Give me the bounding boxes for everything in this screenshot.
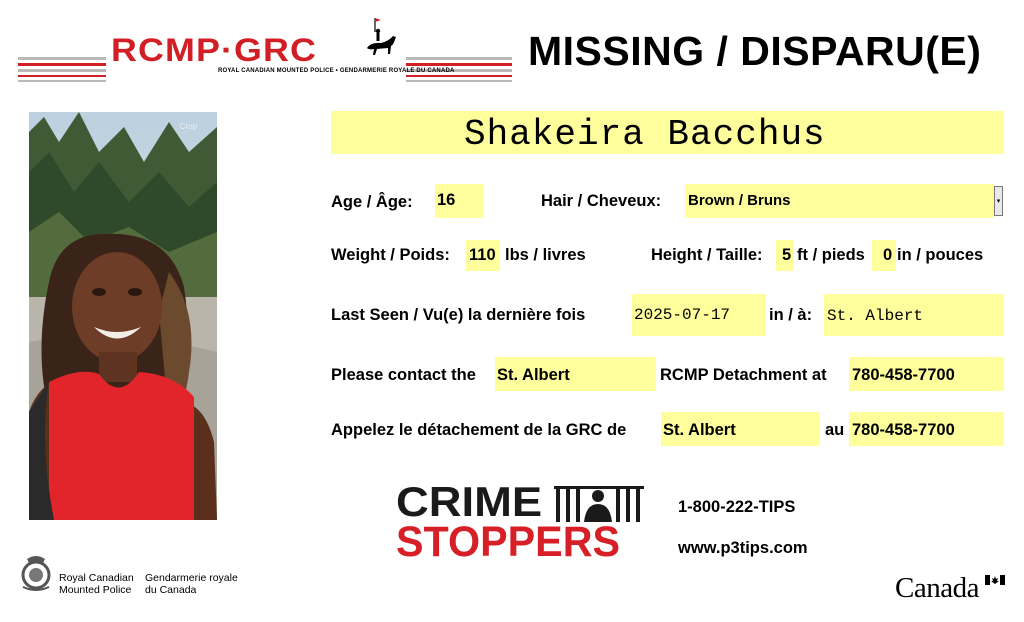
contact-fr-middle: au xyxy=(825,421,845,439)
page-title: MISSING / DISPARU(E) xyxy=(528,28,982,74)
contact-fr-prefix: Appelez le détachement de la GRC de xyxy=(331,421,627,439)
contact-en-middle: RCMP Detachment at xyxy=(660,366,827,384)
logo-subtitle: ROYAL CANADIAN MOUNTED POLICE • GENDARMERIE ROYALE DU CANADA xyxy=(218,68,455,74)
mounted-rider-icon xyxy=(363,18,399,62)
weight-label: Weight / Poids: xyxy=(331,246,450,264)
contact-en-phone: 780-458-7700 xyxy=(852,366,955,384)
logo-text: RCMP·GRC xyxy=(111,32,318,68)
crop-label: Crop xyxy=(179,122,197,131)
hair-label: Hair / Cheveux: xyxy=(541,192,662,210)
contact-fr-detachment: St. Albert xyxy=(663,421,736,439)
rcmp-footer-fr xyxy=(145,572,238,596)
in-label: in / à: xyxy=(769,306,813,324)
rcmp-grc-logo xyxy=(18,30,512,82)
weight-unit: lbs / livres xyxy=(505,246,586,264)
age-label: Age / Âge: xyxy=(331,193,413,211)
canada-flag-icon xyxy=(985,575,1005,585)
missing-person-photo xyxy=(29,112,217,520)
weight-value: 110 xyxy=(469,246,496,264)
jail-bars-icon xyxy=(554,486,646,522)
crime-stoppers-logo xyxy=(396,478,648,566)
canada-wordmark: Canada xyxy=(895,572,979,604)
hair-value: Brown / Bruns xyxy=(688,192,791,209)
rcmp-en-line1: Royal Canadian xyxy=(59,572,134,584)
contact-fr-phone: 780-458-7700 xyxy=(852,421,955,439)
last-seen-label: Last Seen / Vu(e) la dernière fois xyxy=(331,306,586,324)
person-name: Shakeira Bacchus xyxy=(464,114,826,155)
hair-dropdown-arrow[interactable]: ▾ xyxy=(994,186,1003,216)
crime-stoppers-word2: STOPPERS xyxy=(396,518,621,566)
contact-en-detachment: St. Albert xyxy=(497,366,570,384)
crime-stoppers-website: www.p3tips.com xyxy=(678,539,808,557)
rcmp-fr-line1: Gendarmerie royale xyxy=(145,572,238,584)
crime-stoppers-phone: 1-800-222-TIPS xyxy=(678,498,796,516)
rcmp-crest-icon xyxy=(19,553,53,593)
rcmp-en-line2: Mounted Police xyxy=(59,584,132,596)
contact-en-prefix: Please contact the xyxy=(331,366,476,384)
last-seen-place: St. Albert xyxy=(827,307,924,325)
height-label: Height / Taille: xyxy=(651,246,763,264)
last-seen-date: 2025-07-17 xyxy=(634,306,731,324)
height-ft-value: 5 xyxy=(782,246,792,264)
age-value: 16 xyxy=(437,191,456,209)
height-ft-unit: ft / pieds xyxy=(797,246,865,264)
crime-stoppers-word1: CRIME xyxy=(396,478,543,525)
height-in-value: 0 xyxy=(883,246,893,264)
height-in-unit: in / pouces xyxy=(897,246,984,264)
rcmp-fr-line2: du Canada xyxy=(145,584,197,596)
rcmp-footer-en xyxy=(59,572,134,596)
